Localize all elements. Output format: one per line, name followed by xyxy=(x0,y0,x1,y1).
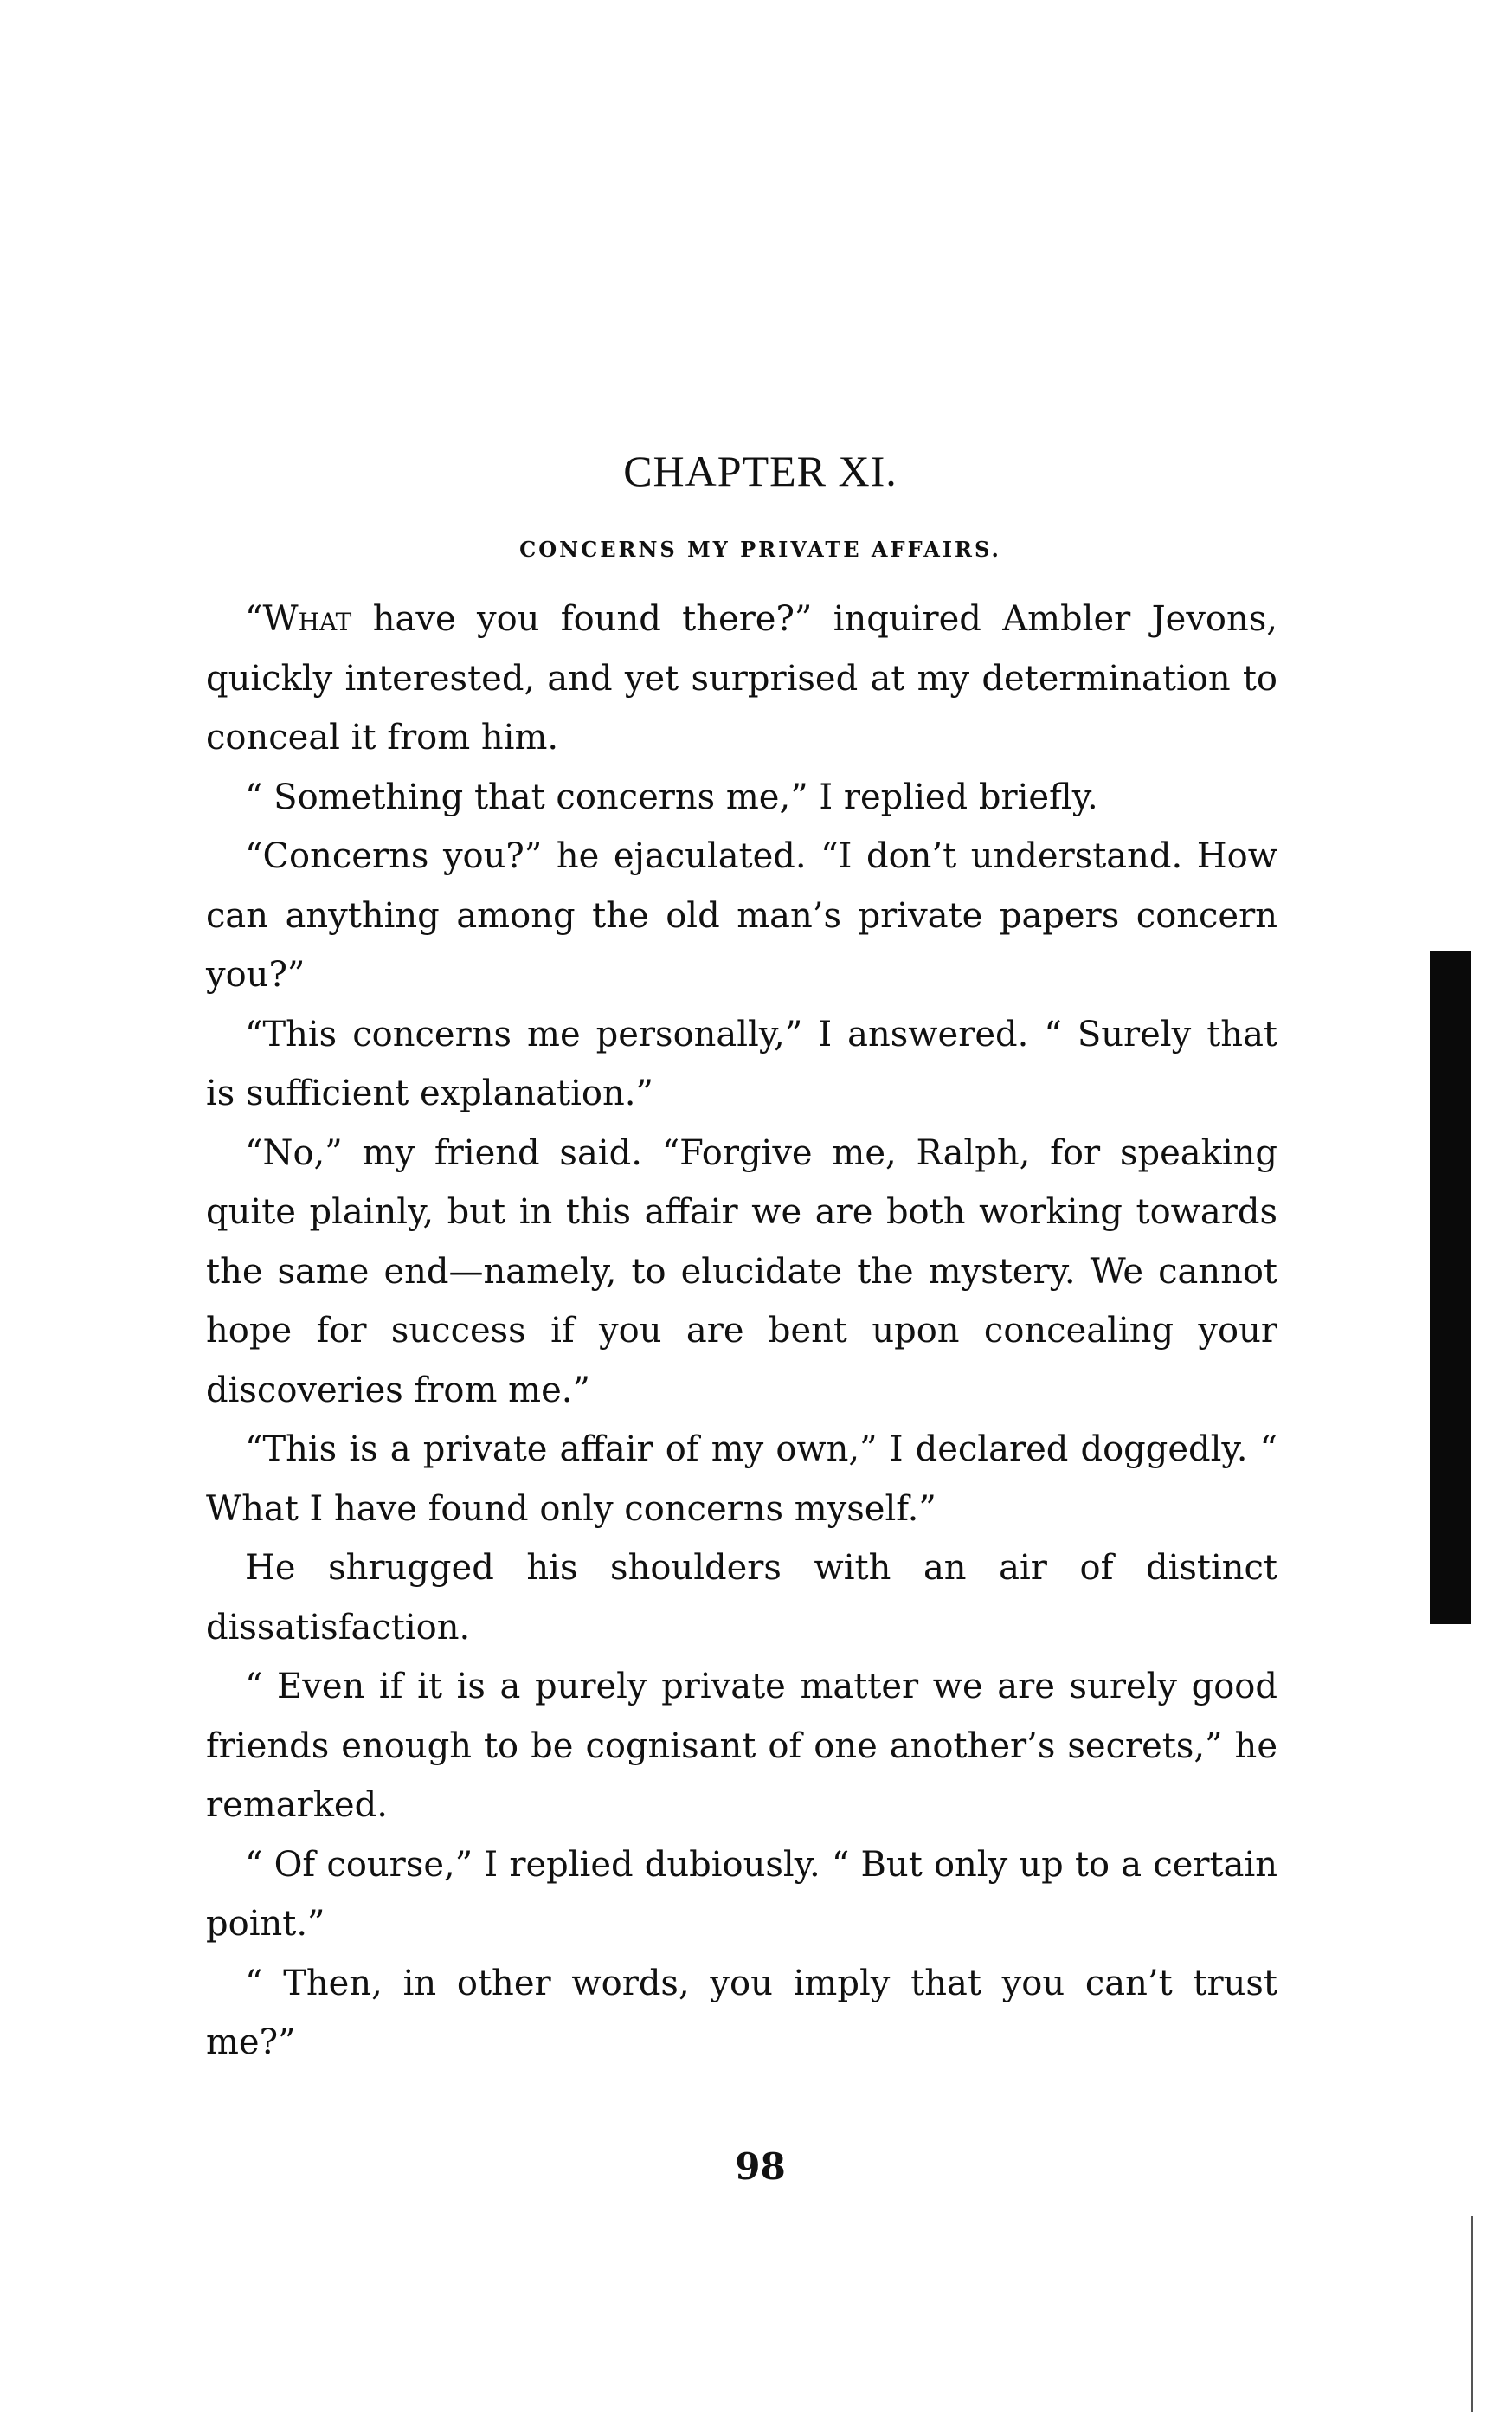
paragraph-7: He shrugged his shoulders with an air of distinct dissatisfaction. xyxy=(206,1548,1277,1648)
paragraph-10: “ Then, in other words, you imply that you can’t trust me?” xyxy=(206,1963,1277,2062)
opening-word: What xyxy=(262,599,352,639)
body-text xyxy=(206,590,1277,2073)
chapter-subtitle: CONCERNS MY PRIVATE AFFAIRS. xyxy=(519,537,1001,562)
page-number: 98 xyxy=(735,2145,786,2188)
paragraph-text: have you found there?” inquired Ambler Jevons, quickly interested, and yet surprised at my determination to conceal it from him. xyxy=(206,599,1277,758)
paragraph-8: “ Even if it is a purely private matter we are surely good friends enough to be cognisant of one another’s secrets,” he remarked. xyxy=(206,1667,1277,1825)
paragraph-3: “Concerns you?” he ejaculated. “I don’t understand. How can anything among the old man’s private papers concern you?” xyxy=(206,836,1277,995)
scan-edge-line xyxy=(1471,2216,1473,2412)
chapter-heading: CHAPTER XI. xyxy=(623,447,898,495)
paragraph-1 xyxy=(206,590,1277,768)
paragraph-6: “This is a private affair of my own,” I declared doggedly. “ What I have found only concerns myself.” xyxy=(206,1429,1277,1529)
paragraph-5: “No,” my friend said. “Forgive me, Ralph, for speaking quite plainly, but in this affair we are both working towards the same end—namely, to elucidate the mystery. We cannot hope for success if you are bent upon concealing your discoveries from me.” xyxy=(206,1132,1277,1410)
paragraph-4: “This concerns me personally,” I answered. “ Surely that is sufficient explanation.” xyxy=(206,1014,1277,1113)
opening-quote: “ xyxy=(245,599,263,639)
paragraph-2: “ Something that concerns me,” I replied briefly. xyxy=(245,777,1098,817)
paragraph-9: “ Of course,” I replied dubiously. “ But only up to a certain point.” xyxy=(206,1844,1277,1944)
scan-margin-shadow xyxy=(1430,951,1471,1624)
